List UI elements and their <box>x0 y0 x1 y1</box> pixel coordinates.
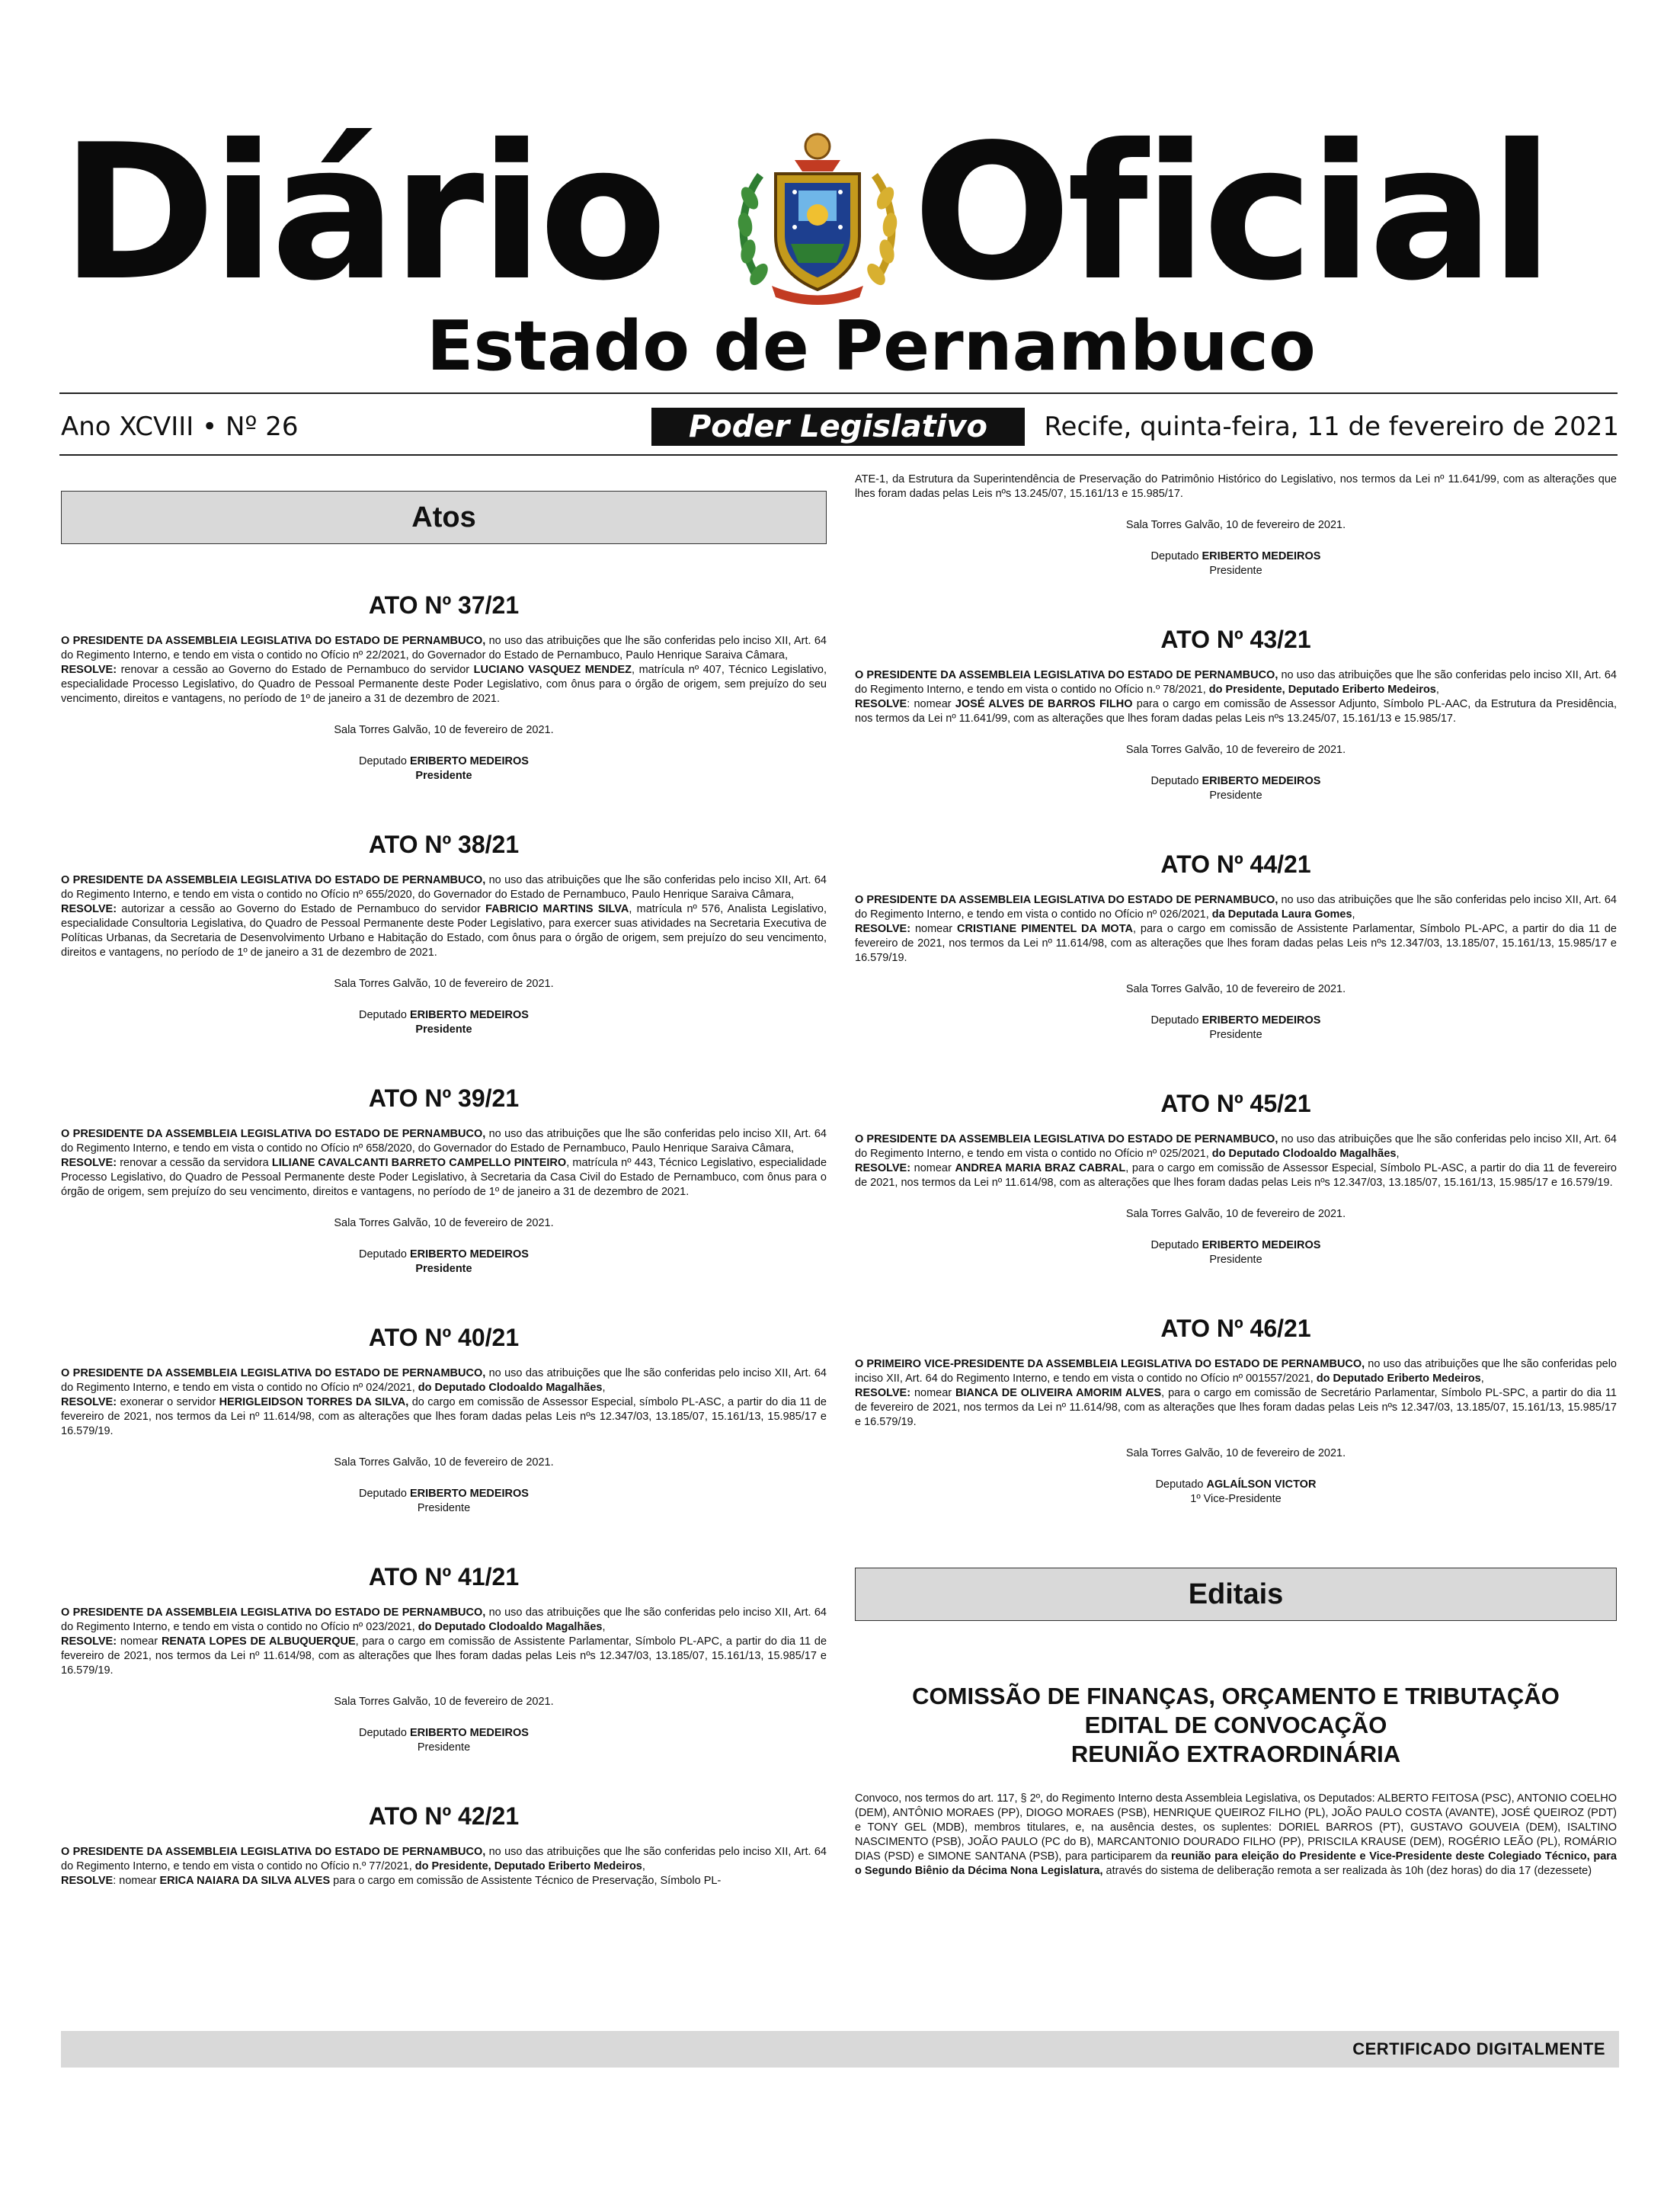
bold-text: LUCIANO VASQUEZ MENDEZ <box>473 664 632 676</box>
bold-text: CRISTIANE PIMENTEL DA MOTA <box>957 923 1133 935</box>
bold-text: ERICA NAIARA DA SILVA ALVES <box>159 1875 331 1887</box>
ato-signer <box>855 774 1617 789</box>
ato-block <box>855 624 1617 803</box>
bold-text: do Presidente, Deputado Eriberto Medeiros <box>1208 684 1436 696</box>
ato-body <box>61 873 827 960</box>
signer-prefix: Deputado <box>1155 1478 1207 1491</box>
bold-text: FABRICIO MARTINS SILVA <box>485 903 629 915</box>
ato-place-date: Sala Torres Galvão, 10 de fevereiro de 2021. <box>334 1696 554 1708</box>
masthead-rule-bottom <box>59 454 1618 456</box>
body-text-run: para o cargo em comissão de Assessor Adjunto, Símbolo PL-AAC, da Estrutura da Presidência, nos termos da Lei nº 11.641/99, com as alterações que lhes foram dadas pelas Leis nºs 13.245/07, 15.161/13 e 15.985/17. <box>855 698 1618 725</box>
bold-text: RESOLVE: <box>61 903 117 915</box>
bold-text: do Deputado Clodoaldo Magalhães <box>418 1621 603 1633</box>
ato-title: ATO Nº 44/21 <box>1160 850 1311 878</box>
ato-body <box>61 1366 827 1439</box>
bold-text: O PRESIDENTE DA ASSEMBLEIA LEGISLATIVA DO ESTADO DE PERNAMBUCO, <box>61 635 486 647</box>
ato-continuation <box>855 472 1617 578</box>
ato-body <box>61 1127 827 1200</box>
bold-text: da Deputada Laura Gomes <box>1211 908 1352 921</box>
body-text-run: , para o cargo em comissão de Assessor Especial, Símbolo PL-ASC, a partir do dia 11 de fevereiro de 2021, nos termos da Lei nº 11.614/98, com as alterações que lhes foram dadas pelas Leis nºs 12.347/03, 13.185/07, 15.161/13, 15.985/17 e 16.579/19. <box>855 1162 1617 1189</box>
ato-signer <box>855 1238 1617 1253</box>
ato-place-date: Sala Torres Galvão, 10 de fevereiro de 2021. <box>1125 1447 1346 1459</box>
bold-text: RENATA LOPES DE ALBUQUERQUE <box>161 1635 356 1648</box>
ato-body <box>61 1606 827 1678</box>
body-text-run: , para o cargo em comissão de Secretário Parlamentar, Símbolo PL-SPC, a partir do dia 11 de fevereiro de 2021, nos termos da Lei nº 11.614/98, com as alterações que lhes foram dadas pelas Leis nºs 12.347/03, 13.185/07, 15.161/13, 15.985/17 e 16.579/19. <box>855 1387 1617 1428</box>
signer-prefix: Deputado <box>1150 550 1202 562</box>
body-text-run: nomear <box>910 1387 956 1399</box>
masthead-title-left: Diário <box>61 104 663 322</box>
signer-role: Presidente <box>417 1741 471 1754</box>
body-text-run: , para o cargo em comissão de Assistente Parlamentar, Símbolo PL-APC, a partir do dia 11 de fevereiro de 2021, nos termos da Lei nº 11.614/98, com as alterações que lhes foram dadas pelas Leis nºs 12.347/03, 13.185/07, 15.161/13, 15.985/17 e 16.579/19. <box>855 923 1617 964</box>
bold-text: O PRESIDENTE DA ASSEMBLEIA LEGISLATIVA DO ESTADO DE PERNAMBUCO, <box>855 894 1278 906</box>
ato-block <box>61 590 827 783</box>
section-title-editais: Editais <box>855 1568 1617 1621</box>
ato-block <box>855 849 1617 1043</box>
signer-role: 1º Vice-Presidente <box>1190 1493 1282 1505</box>
signer-name: ERIBERTO MEDEIROS <box>409 1488 529 1500</box>
edital-heading-line: REUNIÃO EXTRAORDINÁRIA <box>1070 1741 1401 1767</box>
ato-signer <box>61 1248 827 1262</box>
ato-block <box>855 472 1617 578</box>
bold-text: O PRESIDENTE DA ASSEMBLEIA LEGISLATIVA DO ESTADO DE PERNAMBUCO, <box>61 1128 486 1140</box>
bold-text: O PRESIDENTE DA ASSEMBLEIA LEGISLATIVA DO ESTADO DE PERNAMBUCO, <box>61 1606 486 1619</box>
atos-list-right <box>855 624 1617 1507</box>
ato-place-date: Sala Torres Galvão, 10 de fevereiro de 2021. <box>334 1456 554 1469</box>
body-text-run: exonerar o servidor <box>117 1396 219 1408</box>
signer-role: Presidente <box>417 1502 471 1514</box>
ato-signer <box>61 1487 827 1501</box>
edital-heading <box>855 1682 1617 1769</box>
bold-text: BIANCA DE OLIVEIRA AMORIM ALVES <box>955 1387 1162 1399</box>
bold-text: O PRIMEIRO VICE-PRESIDENTE DA ASSEMBLEIA LEGISLATIVA DO ESTADO DE PERNAMBUCO, <box>855 1358 1365 1370</box>
body-text-run: , <box>1435 684 1439 696</box>
body-text-run: no uso das atribuições que lhe são conferidas pelo inciso XII, Art. 64 do Regimento Interno, e tendo em vista o contido no Ofício nº 22/2021, do Governador do Estado de Pernambuco, Paulo Henrique Saraiva Câmara, <box>61 635 827 661</box>
body-text-run: através do sistema de deliberação remota a ser realizada às 10h (dez horas) do dia 17 (dezessete) <box>1102 1865 1592 1877</box>
section-badge: Poder Legislativo <box>651 408 1025 446</box>
masthead-subtitle: Estado de Pernambuco <box>427 306 1316 386</box>
signer-prefix: Deputado <box>1150 1239 1202 1251</box>
signer-prefix: Deputado <box>359 1009 410 1021</box>
signer-role: Presidente <box>415 1023 472 1036</box>
bold-text: O PRESIDENTE DA ASSEMBLEIA LEGISLATIVA DO ESTADO DE PERNAMBUCO, <box>855 669 1278 681</box>
bold-text: do Presidente, Deputado Eriberto Medeiros <box>414 1860 642 1872</box>
body-text-run: no uso das atribuições que lhe são conferidas pelo inciso XII, Art. 64 do Regimento Interno, e tendo em vista o contido no Ofício nº 026/2021, <box>855 894 1617 921</box>
ato-body <box>855 1357 1617 1430</box>
signer-name: ERIBERTO MEDEIROS <box>409 1248 529 1260</box>
ato-block <box>61 1322 827 1516</box>
bold-text: RESOLVE: <box>855 923 911 935</box>
signer-prefix: Deputado <box>359 755 410 767</box>
bold-text: do Deputado Clodoaldo Magalhães <box>1211 1148 1397 1160</box>
left-column <box>61 472 827 1888</box>
ato-title: ATO Nº 42/21 <box>368 1802 520 1830</box>
edital-body <box>855 1792 1617 1879</box>
body-text-run: , <box>1480 1373 1484 1385</box>
bold-text: RESOLVE: <box>855 1162 911 1174</box>
bold-text: RESOLVE: <box>61 1157 117 1169</box>
body-text-run: no uso das atribuições que lhe são conferidas pelo inciso XII, Art. 64 do Regimento Interno, e tendo em vista o contido no Ofício nº 655/2020, do Governador do Estado de Pernambuco, Paulo Henrique Saraiva Câmara, <box>61 874 827 901</box>
section-title-atos: Atos <box>61 491 827 544</box>
ato-block <box>61 1562 827 1755</box>
body-text-run: nomear <box>117 1635 162 1648</box>
ato-body <box>61 1845 827 1888</box>
ato-place-date: Sala Torres Galvão, 10 de fevereiro de 2021. <box>1125 744 1346 756</box>
edital-heading-line: COMISSÃO DE FINANÇAS, ORÇAMENTO E TRIBUTAÇÃO <box>912 1683 1560 1709</box>
signer-prefix: Deputado <box>359 1488 410 1500</box>
bold-text: reunião para eleição do Presidente e Vice-Presidente deste Colegiado Técnico, para o Segundo Biênio da Décima Nona Legislatura, <box>855 1850 1617 1877</box>
ato-block <box>61 829 827 1037</box>
ato-body <box>855 893 1617 966</box>
body-text-run: no uso das atribuições que lhe são conferidas pelo inciso XII, Art. 64 do Regimento Interno, e tendo em vista o contido no Ofício nº 024/2021, <box>61 1367 827 1394</box>
ato-title: ATO Nº 45/21 <box>1160 1090 1311 1117</box>
body-text-run: , para o cargo em comissão de Assistente Parlamentar, Símbolo PL-APC, a partir do dia 11 de fevereiro de 2021, nos termos da Lei nº 11.614/98, com as alterações que lhes foram dadas pelas Leis nºs 12.347/03, 13.185/07, 15.161/13, 15.985/17 e 16.579/19. <box>61 1635 827 1677</box>
bold-text: O PRESIDENTE DA ASSEMBLEIA LEGISLATIVA DO ESTADO DE PERNAMBUCO, <box>61 874 486 886</box>
ato-title: ATO Nº 37/21 <box>368 591 520 619</box>
signer-role: Presidente <box>415 770 472 782</box>
bold-text: RESOLVE <box>855 698 907 710</box>
signer-prefix: Deputado <box>1150 775 1202 787</box>
signer-name: ERIBERTO MEDEIROS <box>1202 775 1321 787</box>
bold-text: O PRESIDENTE DA ASSEMBLEIA LEGISLATIVA DO ESTADO DE PERNAMBUCO, <box>855 1133 1278 1145</box>
ato-place-date: Sala Torres Galvão, 10 de fevereiro de 2021. <box>1125 519 1346 531</box>
bold-text: O PRESIDENTE DA ASSEMBLEIA LEGISLATIVA DO ESTADO DE PERNAMBUCO, <box>61 1846 486 1858</box>
body-text-run: no uso das atribuições que lhe são conferidas pelo inciso XII, Art. 64 do Regimento Interno, e tendo em vista o contido no Ofício n.º 78/2021, <box>855 669 1617 696</box>
bold-text: do Deputado Eriberto Medeiros <box>1316 1373 1481 1385</box>
body-text-run: renovar a cessão da servidora <box>117 1157 272 1169</box>
ato-body <box>855 472 1617 501</box>
signer-name: AGLAÍLSON VICTOR <box>1206 1478 1317 1491</box>
bold-text: JOSÉ ALVES DE BARROS FILHO <box>955 698 1133 710</box>
ato-place-date: Sala Torres Galvão, 10 de fevereiro de 2021. <box>334 724 554 736</box>
body-text-run: autorizar a cessão ao Governo do Estado de Pernambuco do servidor <box>117 903 486 915</box>
body-text-run: , <box>602 1621 606 1633</box>
signer-prefix: Deputado <box>359 1248 410 1260</box>
body-text-run: : nomear <box>113 1875 160 1887</box>
signer-role: Presidente <box>1209 1029 1262 1041</box>
signer-name: ERIBERTO MEDEIROS <box>409 1727 529 1739</box>
signer-name: ERIBERTO MEDEIROS <box>1202 1014 1321 1027</box>
ato-place-date: Sala Torres Galvão, 10 de fevereiro de 2021. <box>334 1217 554 1229</box>
body-text-run: , <box>1396 1148 1400 1160</box>
signer-role: Presidente <box>1209 790 1262 802</box>
ato-title: ATO Nº 39/21 <box>368 1084 520 1112</box>
ato-block <box>855 1313 1617 1507</box>
body-text-run: , <box>602 1382 606 1394</box>
signer-role: Presidente <box>1209 565 1262 577</box>
bold-text: RESOLVE: <box>855 1387 911 1399</box>
body-text-run: , matrícula nº 443, Técnico Legislativo, especialidade Processo Legislativo, do Quadro de Pessoal Permanente deste Poder Legislativo, à Secretaria da Casa Civil do Estado de Pernambuco, com ônus para o órgão de origem, sem prejuízo do seu vencimento, direitos e vantagens, no período de 1º de janeiro a 31 de dezembro de 2021. <box>61 1157 827 1198</box>
signer-name: ERIBERTO MEDEIROS <box>1202 550 1321 562</box>
signer-name: ERIBERTO MEDEIROS <box>1202 1239 1321 1251</box>
body-text-run: renovar a cessão ao Governo do Estado de Pernambuco do servidor <box>117 664 474 676</box>
masthead <box>0 0 1680 457</box>
ato-title: ATO Nº 40/21 <box>368 1324 520 1351</box>
bold-text: RESOLVE: <box>61 1396 117 1408</box>
ato-title: ATO Nº 46/21 <box>1160 1315 1311 1342</box>
ato-title: ATO Nº 43/21 <box>1160 626 1311 653</box>
certification-footer: CERTIFICADO DIGITALMENTE <box>61 2031 1619 2068</box>
body-text-run: ATE-1, da Estrutura da Superintendência de Preservação do Patrimônio Histórico do Legislativo, nos termos da Lei nº 11.641/99, com as alterações que lhes foram dadas pelas Leis nºs 13.245/07, 15.161/13 e 15.985/17. <box>855 473 1617 500</box>
bold-text: ANDREA MARIA BRAZ CABRAL <box>955 1162 1126 1174</box>
coat-of-arms-icon <box>730 130 905 305</box>
ato-block <box>61 1083 827 1276</box>
body-text-run: no uso das atribuições que lhe são conferidas pelo inciso XII, Art. 64 do Regimento Interno, e tendo em vista o contido no Ofício nº 025/2021, <box>855 1133 1617 1160</box>
edital-heading-line: EDITAL DE CONVOCAÇÃO <box>1084 1712 1387 1738</box>
ato-signer <box>61 754 827 769</box>
body-text-run: Convoco, nos termos do art. 117, § 2º, do Regimento Interno desta Assembleia Legislativa, os Deputados: ALBERTO FEITOSA (PSC), ANTONIO COELHO (DEM), ANTÔNIO MORAES (PP), DIOGO MORAES (PSB), HENRIQUE QUEIROZ FILHO (PL), JOÃO PAULO COSTA (AVANTE), JOSÉ QUEIROZ (PDT) e TONY GEL (MDB), membros titulares, e, na ausência destes, os suplentes: DORIEL BARROS (PT), GUSTAVO GOUVEIA (DEM), ISALTINO NASCIMENTO (PSB), JOÃO PAULO (PC do B), MARCANTONIO DOURADO FILHO (PP), PRISCILA KRAUSE (DEM), ROGÉRIO LEÃO (PL), ROMÁRIO DIAS (PSD) e SIMONE SANTANA (PSB), para participarem da <box>855 1792 1617 1863</box>
signer-role: Presidente <box>415 1263 472 1275</box>
ato-body <box>855 1132 1617 1190</box>
ato-signer <box>61 1008 827 1023</box>
ato-title: ATO Nº 38/21 <box>368 831 520 858</box>
ato-block <box>855 1088 1617 1267</box>
masthead-title-right: Oficial <box>913 104 1550 322</box>
signer-prefix: Deputado <box>1150 1014 1202 1027</box>
signer-name: ERIBERTO MEDEIROS <box>409 755 529 767</box>
ato-body <box>61 634 827 706</box>
body-text-run: nomear <box>910 923 958 935</box>
right-column <box>855 472 1617 1879</box>
masthead-rule-top <box>59 392 1618 394</box>
body-text-run: no uso das atribuições que lhe são conferidas pelo inciso XII, Art. 64 do Regimento Interno, e tendo em vista o contido no Ofício nº 658/2020, do Governador do Estado de Pernambuco, Paulo Henrique Saraiva Câmara, <box>61 1128 827 1155</box>
body-text-run: : nomear <box>907 698 955 710</box>
signer-name: ERIBERTO MEDEIROS <box>409 1009 529 1021</box>
body-text-run: , <box>1352 908 1355 921</box>
ato-title: ATO Nº 41/21 <box>368 1563 520 1590</box>
body-text-run: nomear <box>910 1162 955 1174</box>
signer-prefix: Deputado <box>359 1727 410 1739</box>
atos-list-left <box>61 590 827 1888</box>
body-text-run: , matrícula nº 407, Técnico Legislativo, especialidade Processo Legislativo, do Quadro de Pessoal Permanente deste Poder Legislativo, com ônus para o órgão de origem, sem prejuízo do seu vencimento, direitos e vantagens, no período de 1º de janeiro a 31 de dezembro de 2021. <box>61 664 827 705</box>
ato-signer <box>855 1014 1617 1028</box>
signer-role: Presidente <box>1209 1254 1262 1266</box>
bold-text: O PRESIDENTE DA ASSEMBLEIA LEGISLATIVA DO ESTADO DE PERNAMBUCO, <box>61 1367 486 1379</box>
ato-place-date: Sala Torres Galvão, 10 de fevereiro de 2021. <box>1125 983 1346 995</box>
ato-place-date: Sala Torres Galvão, 10 de fevereiro de 2021. <box>334 978 554 990</box>
ato-body <box>855 668 1617 726</box>
body-text-run: no uso das atribuições que lhe são conferidas pelo inciso XII, Art. 64 do Regimento Interno, e tendo em vista o contido no Ofício nº 023/2021, <box>61 1606 827 1633</box>
body-text-run: no uso das atribuições que lhe são conferidas pelo inciso XII, Art. 64 do Regimento Interno, e tendo em vista o contido no Ofício n.º 77/2021, <box>61 1846 827 1872</box>
body-text-run: para o cargo em comissão de Assistente Técnico de Preservação, Símbolo PL- <box>330 1875 722 1887</box>
bold-text: RESOLVE <box>61 1875 114 1887</box>
bold-text: RESOLVE: <box>61 1635 117 1648</box>
body-text-run: no uso das atribuições que lhe são conferidas pelo inciso XII, Art. 64 do Regimento Interno, e tendo em vista o contido no Ofício nº 001557/2021, <box>855 1358 1617 1385</box>
ato-block <box>61 1801 827 1888</box>
bold-text: do Deputado Clodoaldo Magalhães <box>418 1382 603 1394</box>
edition-number: Ano XCVIII • Nº 26 <box>61 412 299 442</box>
bold-text: HERIGLEIDSON TORRES DA SILVA, <box>219 1396 409 1408</box>
ato-signer <box>855 549 1617 564</box>
body-text-run: do cargo em comissão de Assessor Especial, símbolo PL-ASC, a partir do dia 11 de fevereiro de 2021, nos termos da Lei nº 11.614/98, com as alterações que lhes foram dadas pelas Leis nºs 12.347/03, 13.185/07, 15.161/13, 15.985/17 e 16.579/19. <box>61 1396 827 1437</box>
ato-signer <box>61 1726 827 1741</box>
ato-place-date: Sala Torres Galvão, 10 de fevereiro de 2021. <box>1125 1208 1346 1220</box>
bold-text: LILIANE CAVALCANTI BARRETO CAMPELLO PINTEIRO <box>271 1157 567 1169</box>
body-text-run: , <box>642 1860 645 1872</box>
date-line: Recife, quinta-feira, 11 de fevereiro de 2021 <box>1044 412 1619 442</box>
ato-signer <box>855 1478 1617 1492</box>
body-text-run: , matrícula nº 576, Analista Legislativo, especialidade Consultoria Legislativa, do Quadro de Pessoal Permanente deste Poder Legislativo, para exercer suas atividades na Secretaria Executiva de Políticas Urbanas, da Secretaria de Desenvolvimento Urbano e Habitação do Estado, com ônus para o órgão de origem, sem prejuízo do seu vencimento, direitos e vantagens, no período de 1º de janeiro a 31 de dezembro de 2021. <box>61 903 827 959</box>
bold-text: RESOLVE: <box>61 664 117 676</box>
